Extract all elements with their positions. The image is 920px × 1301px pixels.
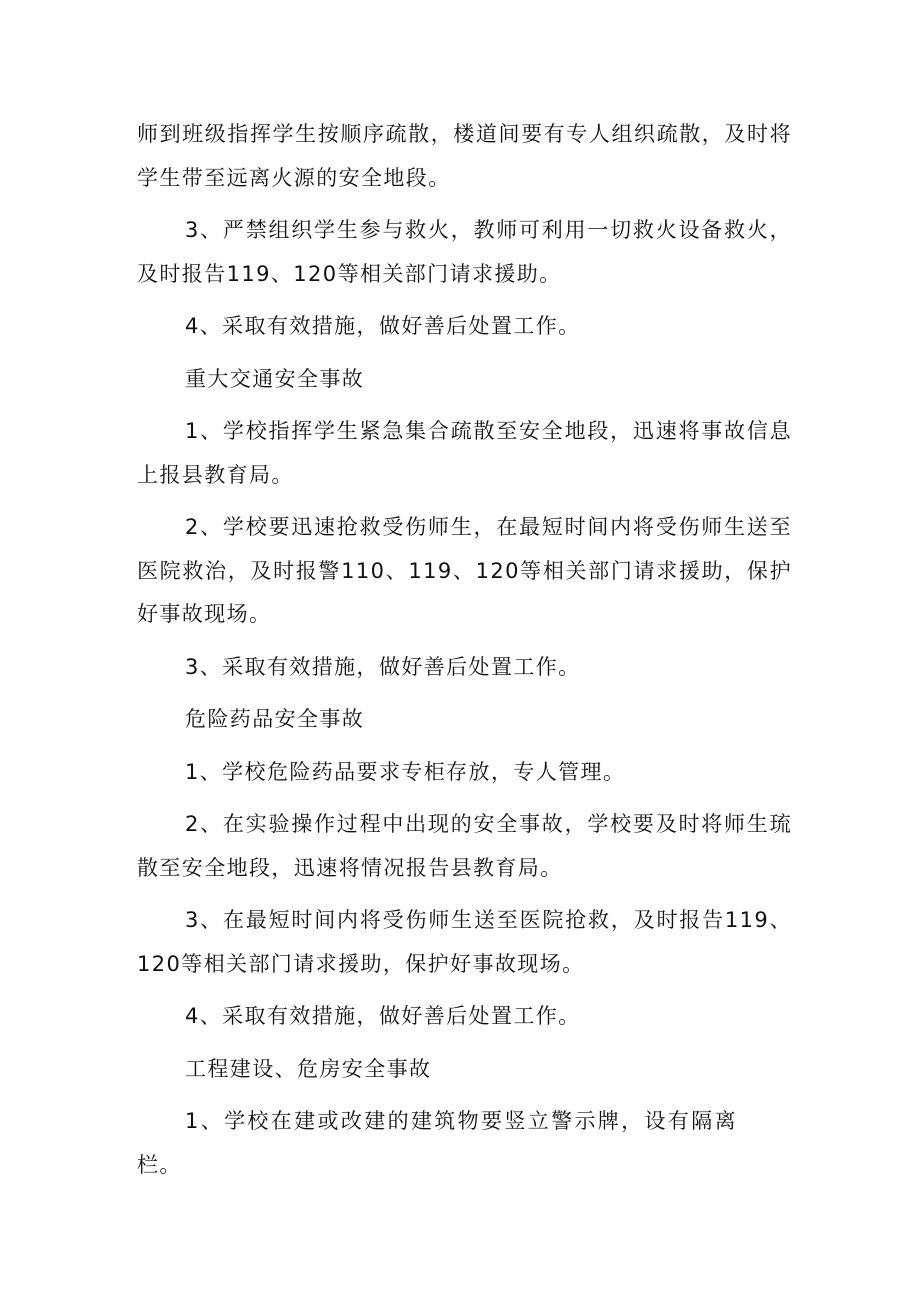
section-heading-traffic: 重大交通安全事故 (185, 366, 365, 391)
paragraph-chemicals-item-1: 1、学校危险药品要求专柜存放，专人管理。 (185, 759, 626, 784)
paragraph-fire-item-3: 3、严禁组织学生参与救火，教师可利用一切救火设备救火，及时报告119、120等相关部门请求援助。 (137, 218, 792, 286)
paragraph-traffic-item-2: 2、学校要迅速抢救受伤师生，在最短时间内将受伤师生送至医院救治，及时报警110、119、120等相关部门请求援助，保护好事故现场。 (137, 515, 792, 626)
section-heading-construction: 工程建设、危房安全事故 (185, 1056, 432, 1081)
section-heading-hazardous-chemicals: 危险药品安全事故 (185, 707, 365, 731)
paragraph-construction-item-1: 1、学校在建或改建的建筑物要竖立警示牌，设有隔离栏。 (137, 1109, 737, 1177)
document-body (137, 113, 792, 1196)
paragraph-chemicals-item-3: 3、在最短时间内将受伤师生送至医院抢救，及时报告119、120等相关部门请求援助，保护好事故现场。 (137, 908, 792, 976)
paragraph-chemicals-item-4: 4、采取有效措施，做好善后处置工作。 (185, 1004, 581, 1028)
paragraph-traffic-item-3: 3、采取有效措施，做好善后处置工作。 (185, 654, 581, 679)
paragraph-fire-item-4: 4、采取有效措施，做好善后处置工作。 (185, 314, 581, 338)
paragraph-chemicals-item-2: 2、在实验操作过程中出现的安全事故，学校要及时将师生琉散至安全地段，迅速将情况报告县教育局。 (137, 812, 792, 880)
paragraph-continuation: 师到班级指挥学生按顺序疏散，楼道间要有专人组织疏散，及时将学生带至远离火源的安全地段。 (137, 122, 792, 190)
paragraph-traffic-item-1: 1、学校指挥学生紧急集合疏散至安全地段，迅速将事故信息上报县教育局。 (137, 419, 792, 487)
